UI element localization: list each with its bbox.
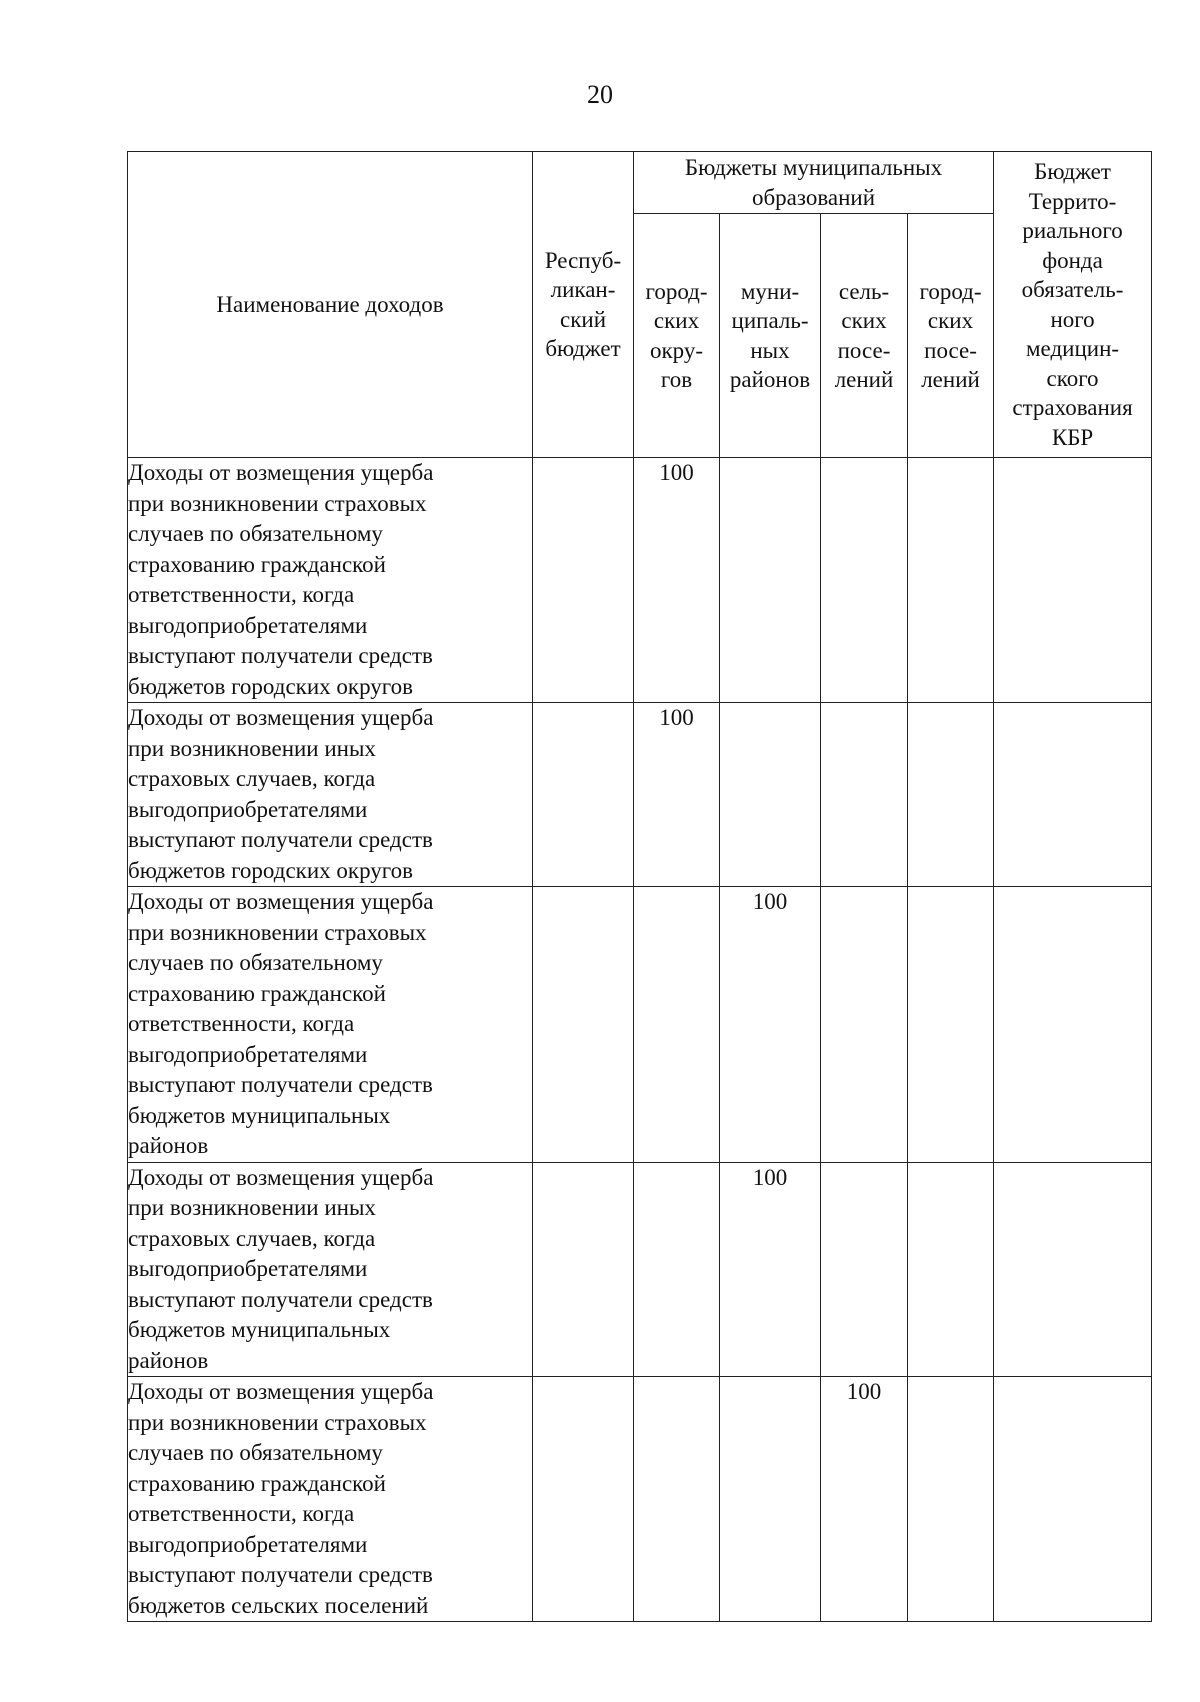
cell-municipal-districts bbox=[720, 703, 821, 887]
row-income-name: Доходы от возмещения ущерба при возникновении страховых случаев по обязательному страхованию гражданской ответственности, когда выгодоприобретателями выступают получатели средств бюджетов муниципальных районов bbox=[128, 887, 533, 1163]
cell-urban-settlements bbox=[908, 458, 994, 703]
row-income-name: Доходы от возмещения ущерба при возникновении иных страховых случаев, когда выгодоприобретателями выступают получатели средств бюджетов городских округов bbox=[128, 703, 533, 887]
cell-city-districts bbox=[634, 1377, 720, 1622]
cell-republican bbox=[533, 458, 634, 703]
revenue-distribution-table bbox=[127, 151, 1152, 1622]
cell-territorial-fund bbox=[994, 458, 1152, 703]
cell-urban-settlements bbox=[908, 703, 994, 887]
header-municipal-budgets: Бюджеты муниципальных образований bbox=[634, 152, 994, 214]
row-income-name: Доходы от возмещения ущерба при возникновении страховых случаев по обязательному страхованию гражданской ответственности, когда выгодоприобретателями выступают получатели средств бюджетов сельских поселений bbox=[128, 1377, 533, 1622]
cell-city-districts bbox=[634, 1162, 720, 1377]
page-number: 20 bbox=[587, 80, 613, 109]
cell-republican bbox=[533, 703, 634, 887]
table-row bbox=[128, 1162, 1152, 1377]
table-row bbox=[128, 1377, 1152, 1622]
cell-republican bbox=[533, 887, 634, 1163]
cell-urban-settlements bbox=[908, 1377, 994, 1622]
cell-rural-settlements bbox=[821, 458, 908, 703]
cell-republican bbox=[533, 1377, 634, 1622]
header-income-name: Наименование доходов bbox=[128, 152, 533, 458]
cell-rural-settlements bbox=[821, 887, 908, 1163]
cell-territorial-fund bbox=[994, 1162, 1152, 1377]
header-rural-settlements: сель- ских посе- лений bbox=[821, 214, 908, 458]
header-city-districts: город- ских окру- гов bbox=[634, 214, 720, 458]
cell-territorial-fund bbox=[994, 1377, 1152, 1622]
cell-city-districts bbox=[634, 887, 720, 1163]
header-municipal-districts: муни- ципаль- ных районов bbox=[720, 214, 821, 458]
table-row bbox=[128, 458, 1152, 703]
cell-city-districts: 100 bbox=[634, 703, 720, 887]
cell-republican bbox=[533, 1162, 634, 1377]
cell-territorial-fund bbox=[994, 887, 1152, 1163]
header-territorial-fund: Бюджет Террито- риального фонда обязатель- ного медицин- ского страхования КБР bbox=[994, 152, 1152, 458]
cell-municipal-districts bbox=[720, 1377, 821, 1622]
cell-rural-settlements: 100 bbox=[821, 1377, 908, 1622]
cell-rural-settlements bbox=[821, 1162, 908, 1377]
cell-city-districts: 100 bbox=[634, 458, 720, 703]
header-republican-budget: Респуб- ликан- ский бюджет bbox=[533, 152, 634, 458]
cell-territorial-fund bbox=[994, 703, 1152, 887]
cell-municipal-districts bbox=[720, 458, 821, 703]
table-row bbox=[128, 703, 1152, 887]
header-urban-settlements: город- ских посе- лений bbox=[908, 214, 994, 458]
cell-municipal-districts: 100 bbox=[720, 1162, 821, 1377]
cell-urban-settlements bbox=[908, 1162, 994, 1377]
row-income-name: Доходы от возмещения ущерба при возникновении страховых случаев по обязательному страхованию гражданской ответственности, когда выгодоприобретателями выступают получатели средств бюджетов городских округов bbox=[128, 458, 533, 703]
cell-urban-settlements bbox=[908, 887, 994, 1163]
cell-rural-settlements bbox=[821, 703, 908, 887]
row-income-name: Доходы от возмещения ущерба при возникновении иных страховых случаев, когда выгодоприобретателями выступают получатели средств бюджетов муниципальных районов bbox=[128, 1162, 533, 1377]
table-row bbox=[128, 887, 1152, 1163]
cell-municipal-districts: 100 bbox=[720, 887, 821, 1163]
